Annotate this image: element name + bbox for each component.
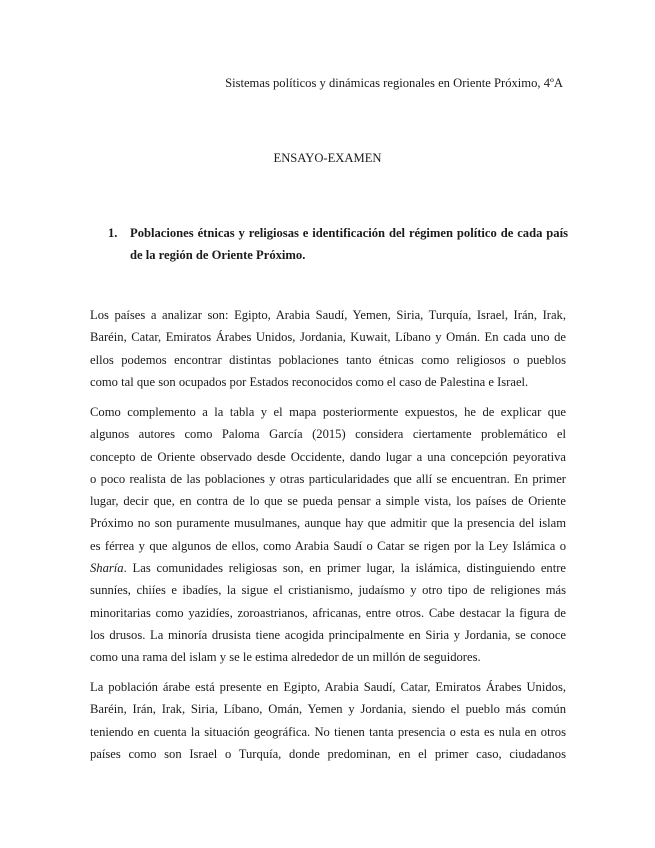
text-line: minoritarias como yazidíes, zoroastrianos, africanas, entre otros. Cabe destacar la figura de [90, 605, 566, 620]
text-segment: . Las comunidades religiosas son, en primer lugar, la islámica, distinguiendo entre [123, 561, 566, 576]
section-heading [108, 222, 568, 266]
text-line: como tal que son ocupados por Estados reconocidos como el caso de Palestina e Israel. [90, 374, 529, 389]
text-line: países como son Israel o Turquía, donde predominan, en el primer caso, ciudadanos [90, 746, 566, 761]
paragraph-3 [90, 676, 566, 765]
text-line: algunos autores como Paloma García (2015) considera ciertamente problemático el [90, 427, 566, 442]
paragraph-2 [90, 401, 566, 669]
text-line: Como complemento a la tabla y el mapa posteriormente expuestos, he de explicar que [90, 405, 566, 419]
text-line [90, 557, 566, 579]
text-line: Próximo no son puramente musulmanes, aunque hay que admitir que la presencia del islam [90, 516, 566, 531]
text-line: Los países a analizar son: Egipto, Arabia Saudí, Yemen, Siria, Turquía, Israel, Irán, Irak, [90, 308, 566, 322]
section-number: 1. [108, 226, 118, 240]
text-line: lugar, decir que, en contra de lo que se pueda pensar a simple vista, los países de Oriente [90, 494, 566, 509]
text-line: La población árabe está presente en Egipto, Arabia Saudí, Catar, Emiratos Árabes Unidos, [90, 680, 566, 694]
text-line: Baréin, Catar, Emiratos Árabes Unidos, Jordania, Kuwait, Líbano y Omán. En cada uno de [90, 330, 566, 345]
text-line: los drusos. La minoría drusista tiene acogida principalmente en Siria y Jordania, se conoce [90, 627, 566, 642]
course-header: Sistemas políticos y dinámicas regionales en Oriente Próximo, 4ºA [225, 76, 563, 90]
text-line: concepto de Oriente observado desde Occidente, dando lugar a una concepción peyorativa [90, 449, 566, 464]
paragraph-1 [90, 304, 566, 393]
section-heading-text: Poblaciones étnicas y religiosas e identificación del régimen político de cada país de la región de Oriente Próximo. [130, 226, 568, 262]
text-line: como una rama del islam y se le estima alrededor de un millón de seguidores. [90, 650, 481, 665]
text-line: sunníes, chiíes e ibadíes, la sigue el cristianismo, judaísmo y otro tipo de religiones más [90, 583, 566, 598]
text-line: Baréin, Irán, Irak, Siria, Líbano, Omán, Yemen y Jordania, siendo el pueblo más común [90, 702, 566, 717]
text-line: es férrea y que algunos de ellos, como Arabia Saudí o Catar se rigen por la Ley Islámica o [90, 538, 566, 553]
document-title: ENSAYO-EXAMEN [273, 151, 382, 165]
text-line: o poco realista de las poblaciones y otras particularidades que allí se encuentran. En primer [90, 471, 566, 486]
text-line: teniendo en cuenta la situación geográfica. No tienen tanta presencia o esta es nula en otros [90, 724, 566, 739]
sharia-term: Sharía [90, 561, 124, 576]
text-line: ellos podemos encontrar distintas poblaciones tanto étnicas como religiosos o pueblos [90, 352, 566, 367]
